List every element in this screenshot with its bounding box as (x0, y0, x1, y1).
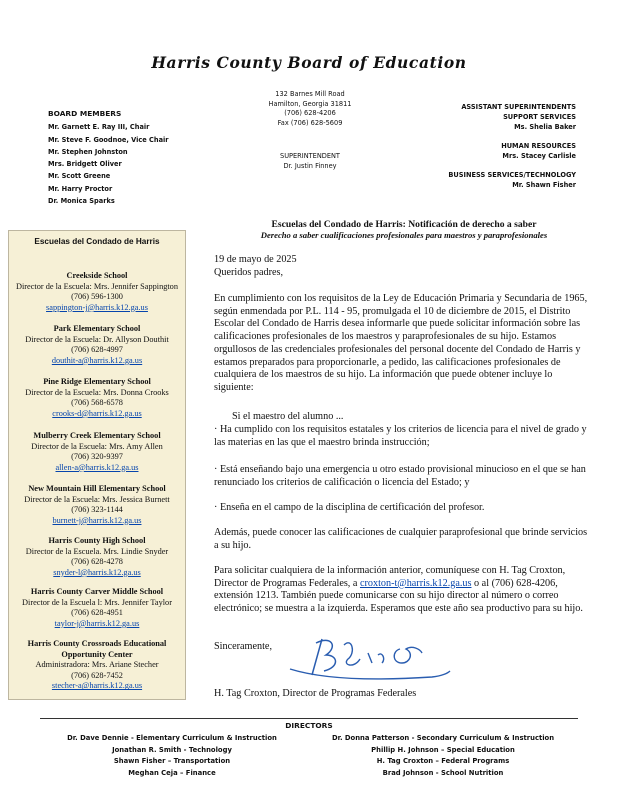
support-services-name: Ms. Shelia Baker (514, 123, 576, 131)
school-phone: (706) 596-1300 (71, 292, 123, 302)
letter-if-teacher: Si el maestro del alumno ... (232, 411, 344, 422)
board-member: Mr. Steve F. Goodnoe, Vice Chair (48, 135, 169, 144)
school-director: Director de la Escuela: Dr. Allyson Douthit (25, 334, 169, 344)
letter-bullet: · Ha cumplido con los requisitos estatales y los criterios de licencia para el nivel de grado y las materias en las que el maestro brinda instrucción; (214, 424, 587, 448)
letterhead-title: Harris County Board of Education (151, 53, 467, 72)
letter-title: Escuelas del Condado de Harris: Notificación de derecho a saber (271, 219, 537, 230)
school-name: Creekside School (66, 271, 128, 280)
superintendent-name: Dr. Justin Finney (283, 162, 337, 170)
school-entry (9, 271, 185, 313)
superintendent-label: SUPERINTENDENT (280, 152, 340, 160)
human-resources-name: Mrs. Stacey Carlisle (502, 152, 576, 160)
school-entry (9, 639, 185, 692)
contact-text: Para solicitar cualquiera de la información anterior, comuníquese con H. Tag Croxton, Director de Programas Federales, a (214, 565, 566, 589)
footer-divider (40, 718, 578, 719)
address-street: 132 Barnes Mill Road (275, 90, 345, 98)
director-entry: Jonathan R. Smith - Technology (112, 745, 232, 754)
director-entry: Phillip H. Johnson – Special Education (371, 745, 515, 754)
letter-signer: H. Tag Croxton, Director de Programas Federales (214, 688, 417, 699)
school-email-link[interactable]: taylor-j@harris.k12.ga.us (54, 618, 140, 628)
school-entry (9, 324, 185, 366)
school-entry (9, 484, 185, 526)
directors-right-column (318, 733, 568, 779)
school-phone: (706) 323-1144 (71, 505, 123, 515)
business-services-label: BUSINESS SERVICES/TECHNOLOGY (448, 171, 576, 179)
office-address (236, 90, 384, 128)
board-member: Mr. Garnett E. Ray III, Chair (48, 123, 150, 132)
school-phone: (706) 568-6578 (71, 398, 123, 408)
director-entry: H. Tag Croxton – Federal Programs (376, 757, 510, 765)
school-email-link[interactable]: burnett-j@harris.k12.ga.us (52, 515, 142, 525)
contact-text: o al (706) 628-4206, extensión 1213. También puede comunicarse con su hijo director al número o correo electrónico; se muestra a la izquierda. Esperamos que este año sea productivo para su hijo. (214, 577, 583, 615)
school-name: New Mountain Hill Elementary School (28, 484, 166, 493)
school-director: Director de la Escuela: Mrs. Jennifer Sappington (16, 281, 178, 291)
school-name: Pine Ridge Elementary School (43, 377, 151, 386)
board-member: Mrs. Bridgett Oliver (48, 160, 122, 169)
sidebar-heading: Escuelas del Condado de Harris (34, 237, 160, 246)
school-director: Director de la Escuela: Mrs. Jessica Burnett (24, 494, 170, 504)
letter-paragraph: En cumplimiento con los requisitos de la Ley de Educación Primaria y Secundaria de 1965, según enmendada por P.L. 114 - 95, promulgada el 10 de diciembre de 2015, el Distrito Escolar del Condado de Harris desea informarle que puede solicitar información sobre las calificaciones profesionales de los maestros y paraprofesionales de su hijo. Estamos orgullosos de las credenciales profesionales del personal docente del Condado de Harris y estamos preparados para proporcionarle, a pedido, las calificaciones profesionales de cualquiera de los maestros de su hijo. La información que puede obtener incluye lo siguiente: (214, 293, 588, 393)
school-director: Director de la Escuela: Mrs. Amy Allen (31, 441, 163, 451)
director-entry: Dr. Dave Dennie - Elementary Curriculum & Instruction (67, 734, 277, 742)
board-members (48, 108, 248, 207)
business-services-name: Mr. Shawn Fisher (512, 181, 576, 189)
school-entry (9, 431, 185, 473)
school-email-link[interactable]: snyder-l@harris.k12.ga.us (53, 567, 141, 577)
school-email-link[interactable]: sappington-j@harris.k12.ga.us (46, 302, 148, 312)
letter-closing: Sinceramente, (214, 641, 272, 652)
school-director: Director de la Escuela: Mrs. Donna Crooks (25, 387, 169, 397)
signature-image (282, 625, 452, 687)
school-name: Park Elementary School (53, 324, 141, 333)
support-services-label: SUPPORT SERVICES (503, 113, 576, 121)
superintendent-block (236, 151, 384, 171)
assistant-heading: ASSISTANT SUPERINTENDENTS (461, 103, 576, 111)
school-entry (9, 377, 185, 419)
address-phone: (706) 628-4206 (284, 109, 336, 118)
school-name: Harris County Crossroads Educational Opportunity Center (27, 639, 167, 659)
address-fax: Fax (706) 628-5609 (277, 118, 343, 127)
contact-email-link[interactable]: croxton-t@harris.k12.ga.us (359, 577, 472, 589)
letter-contact-paragraph (214, 565, 594, 616)
board-members-heading: BOARD MEMBERS (48, 109, 122, 118)
school-name: Harris County Carver Middle School (30, 587, 164, 596)
letter-bullet: · Está enseñando bajo una emergencia u otro estado provisional minucioso en el que se han renunciado los criterios de calificación o licencia del Estado; y (214, 464, 586, 488)
school-email-link[interactable]: stecher-a@harris.k12.ga.us (51, 681, 143, 691)
school-phone: (706) 320-9397 (71, 452, 123, 462)
school-phone: (706) 628-4951 (71, 608, 123, 618)
board-member: Dr. Monica Sparks (48, 197, 115, 206)
board-member: Mr. Scott Greene (48, 172, 111, 181)
school-name: Harris County High School (48, 536, 146, 545)
school-phone: (706) 628-4278 (71, 557, 123, 567)
director-entry: Brad Johnson - School Nutrition (382, 768, 504, 777)
school-phone: (706) 628-4997 (71, 345, 123, 355)
director-entry: Dr. Donna Patterson - Secondary Curriculum & Instruction (331, 734, 555, 742)
school-director: Director de la Escuela. Mrs. Lindie Snyder (25, 546, 169, 556)
letter-salutation: Queridos padres, (214, 267, 284, 278)
school-email-link[interactable]: crooks-d@harris.k12.ga.us (52, 408, 142, 418)
address-city: Hamilton, Georgia 31811 (268, 99, 352, 108)
schools-sidebar (8, 230, 186, 700)
school-director: Director de la Escuela l: Mrs. Jennifer Taylor (22, 597, 172, 607)
school-director: Administradora: Mrs. Ariane Stecher (35, 660, 159, 670)
letter-date: 19 de mayo de 2025 (214, 254, 297, 265)
directors-heading: DIRECTORS (285, 721, 333, 730)
board-member: Mr. Harry Proctor (48, 184, 113, 193)
letter-subtitle: Derecho a saber cualificaciones profesionales para maestros y paraprofesionales (260, 230, 548, 240)
letter-bullet: · Enseña en el campo de la disciplina de certificación del profesor. (214, 502, 485, 513)
human-resources-label: HUMAN RESOURCES (501, 142, 576, 150)
school-entry (9, 536, 185, 578)
school-name: Mulberry Creek Elementary School (33, 431, 161, 440)
board-member: Mr. Stephen Johnston (48, 147, 128, 156)
directors-left-column (52, 733, 292, 779)
school-email-link[interactable]: douthit-a@harris.k12.ga.us (51, 355, 143, 365)
school-email-link[interactable]: allen-a@harris.k12.ga.us (55, 462, 139, 472)
school-phone: (706) 628-7452 (71, 670, 123, 680)
school-entry (9, 587, 185, 629)
letter-paragraph: Además, puede conocer las calificaciones de cualquier paraprofesional que brinde servicios a su hijo. (214, 527, 588, 551)
assistant-superintendents (420, 102, 576, 190)
director-entry: Shawn Fisher – Transportation (113, 757, 231, 765)
director-entry: Meghan Ceja – Finance (128, 768, 216, 777)
